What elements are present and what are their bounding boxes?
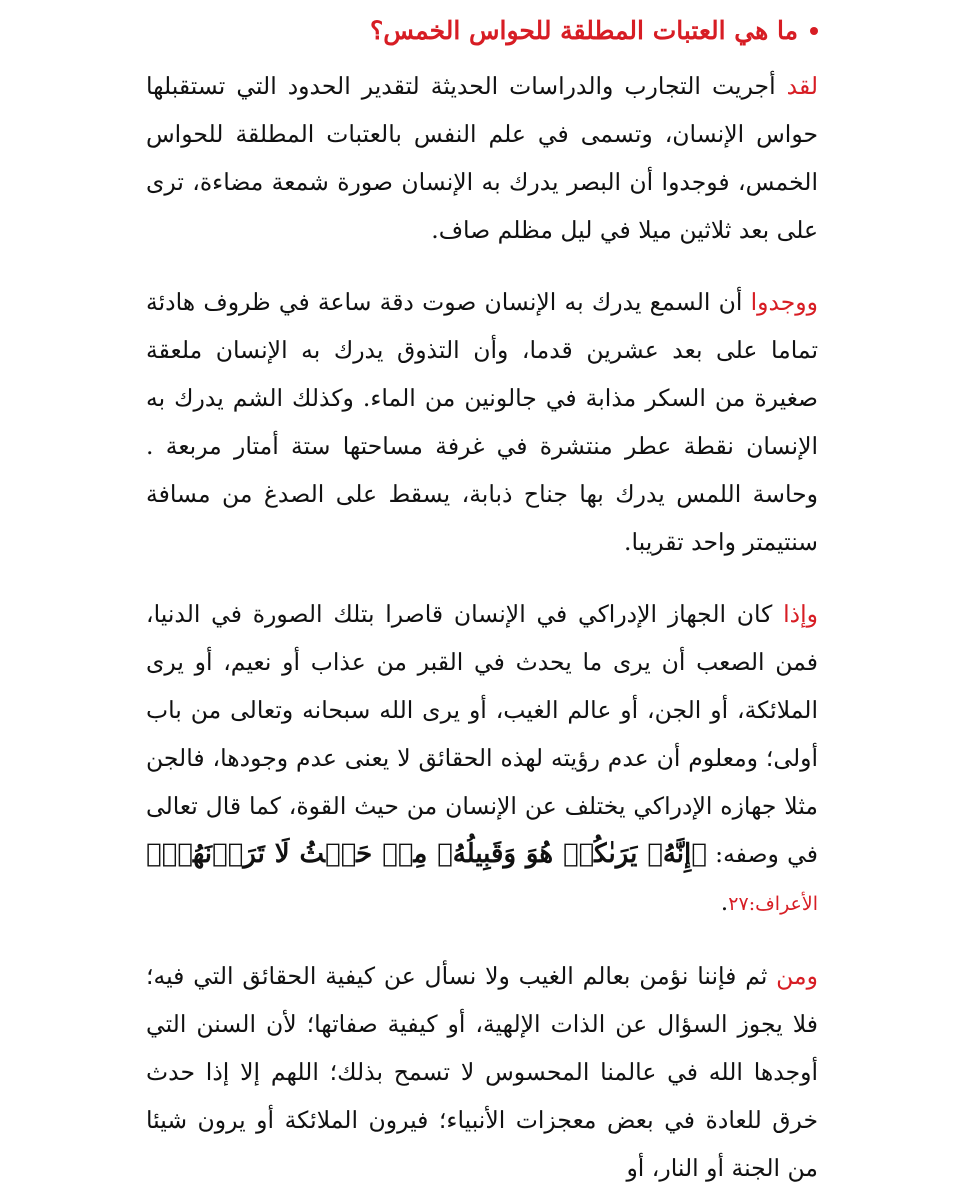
bullet-icon [810, 27, 818, 35]
section-heading [146, 14, 818, 48]
paragraph-4-text: ثم فإننا نؤمن بعالم الغيب ولا نسأل عن كيفية الحقائق التي فيه؛ فلا يجوز السؤال عن الذات الإلهية، أو كيفية صفاتها؛ لأن السنن التي أوجدها الله في عالمنا المحسوس لا تسمح بذلك؛ اللهم إلا إذا حدث خرق للعادة في بعض معجزات الأنبياء؛ فيرون الملائكة أو يرون شيئا من الجنة أو النار، أو [146, 962, 818, 1182]
paragraph-4 [146, 952, 818, 1192]
paragraph-1 [146, 62, 818, 254]
paragraph-3 [146, 590, 818, 928]
section-heading-text: ما هي العتبات المطلقة للحواس الخمس؟ [370, 16, 798, 45]
paragraph-2 [146, 278, 818, 566]
paragraph-3-text: كان الجهاز الإدراكي في الإنسان قاصرا بتلك الصورة في الدنيا، فمن الصعب أن يرى ما يحدث في القبر من عذاب أو نعيم، أو يرى الملائكة، أو الجن، أو عالم الغيب، أو يرى الله سبحانه وتعالى من باب أولى؛ ومعلوم أن عدم رؤيته لهذه الحقائق لا يعنى عدم وجودها، فالجن مثلا جهازه الإدراكي يختلف عن الإنسان من حيث القوة، كما قال تعالى في وصفه: [146, 600, 819, 868]
paragraph-1-lead: لقد [786, 72, 818, 100]
paragraph-2-lead: ووجدوا [750, 288, 818, 316]
paragraph-3-lead: وإذا [783, 600, 818, 628]
quran-open-bracket: ﴿ [691, 839, 707, 869]
paragraph-1-text: أجريت التجارب والدراسات الحديثة لتقدير الحدود التي تستقبلها حواس الإنسان، وتسمى في علم النفس بالعتبات المطلقة للحواس الخمس، فوجدوا أن البصر يدرك به الإنسان صورة شمعة مضاءة، ترى على بعد ثلاثين ميلا في ليل مظلم صاف. [146, 72, 818, 244]
verse-reference: الأعراف:٢٧ [728, 893, 818, 915]
quran-verse: إِنَّهُۥ يَرَىٰكُمۡ هُوَ وَقَبِيلُهُۥ مِنۡ حَيۡثُ لَا تَرَوۡنَهُمۡ [161, 839, 692, 869]
paragraph-2-text: أن السمع يدرك به الإنسان صوت دقة ساعة في ظروف هادئة تماما على بعد عشرين قدما، وأن التذوق يدرك به الإنسان ملعقة صغيرة من السكر مذابة في جالونين من الماء. وكذلك الشم يدرك به الإنسان نقطة عطر منتشرة في غرفة مساحتها ستة أمتار مربعة . وحاسة اللمس يدرك بها جناح ذبابة، يسقط على الصدغ من مسافة سنتيمتر واحد تقريبا. [146, 288, 818, 556]
paragraph-4-lead: ومن [776, 962, 818, 990]
quran-close-bracket: ﴾ [146, 839, 162, 869]
verse-reference-tail: . [720, 888, 729, 916]
